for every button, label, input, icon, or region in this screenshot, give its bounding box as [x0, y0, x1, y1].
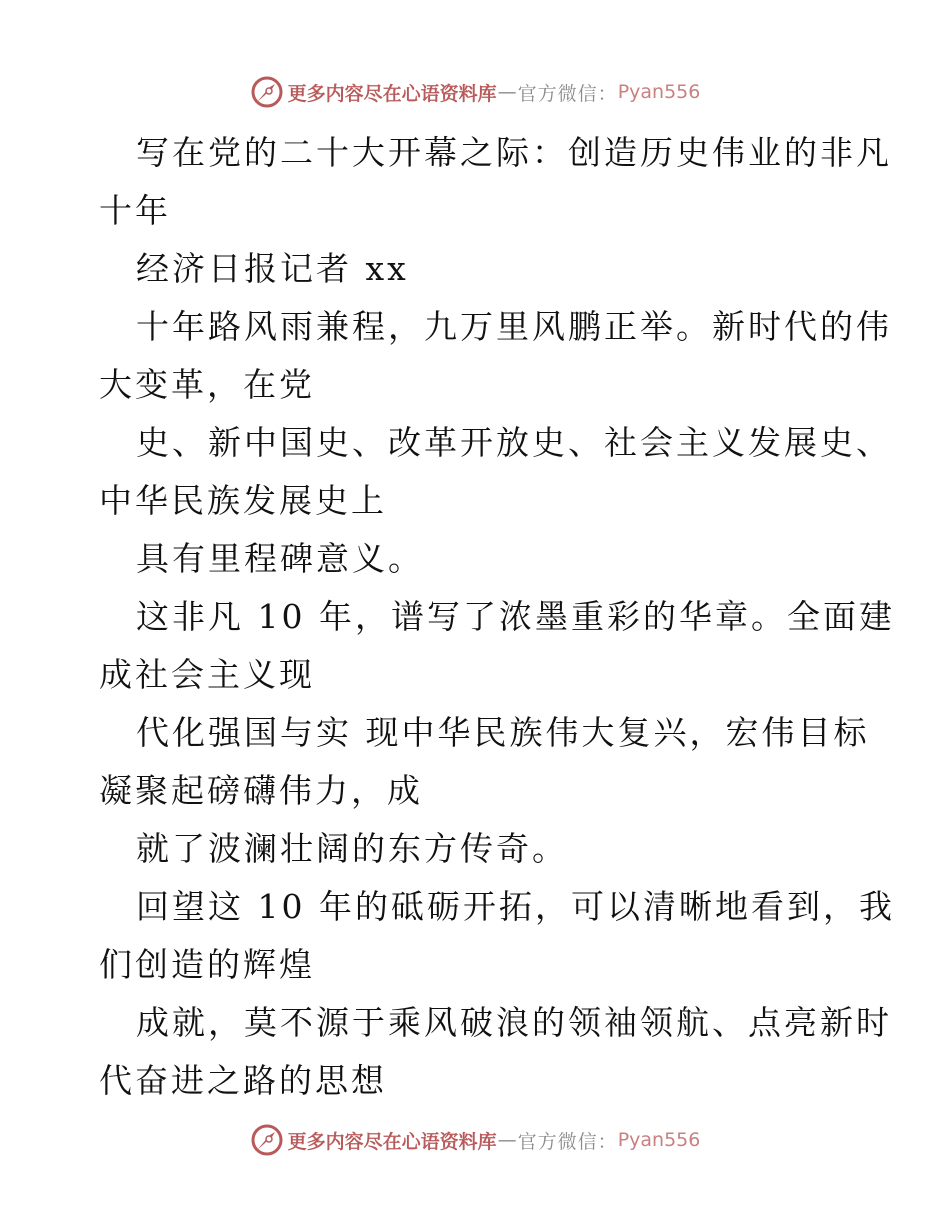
- byline: 经济日报记者 xx: [136, 249, 409, 288]
- footer-brand-text: 更多内容尽在心语资料库: [287, 1130, 497, 1153]
- paragraph-line: 回望这 10 年的砥砺开拓，可以清晰地看到，我: [136, 887, 895, 926]
- footer-dash: —: [497, 1129, 517, 1151]
- page-header-watermark: [0, 72, 950, 112]
- paragraph-line: 们创造的辉煌: [99, 945, 315, 984]
- pen-nib-seal-icon: [250, 75, 284, 109]
- paragraph-line: 代化强国与实 现中华民族伟大复兴，宏伟目标: [136, 713, 870, 752]
- paragraph-line: 中华民族发展史上: [99, 481, 387, 520]
- title-line-1: 写在党的二十大开幕之际：创造历史伟业的非凡: [136, 133, 892, 172]
- paragraph-line: 凝聚起磅礴伟力，成: [99, 771, 423, 810]
- paragraph-line: 具有里程碑意义。: [136, 539, 424, 578]
- header-wechat-label: 官方微信：: [517, 82, 618, 105]
- footer-wechat-id: Pyan556: [617, 1129, 701, 1151]
- footer-wechat-label: 官方微信：: [517, 1130, 618, 1153]
- title-line-2: 十年: [99, 191, 171, 230]
- header-brand-text: 更多内容尽在心语资料库: [287, 82, 497, 105]
- paragraph-line: 成社会主义现: [99, 655, 315, 694]
- paragraph-line: 代奋进之路的思想: [99, 1061, 387, 1100]
- pen-nib-seal-icon: [250, 1123, 284, 1157]
- document-body: [99, 124, 895, 1110]
- paragraph-line: 史、新中国史、改革开放史、社会主义发展史、: [136, 423, 892, 462]
- paragraph-line: 这非凡 10 年，谱写了浓墨重彩的华章。全面建: [136, 597, 895, 636]
- paragraph-line: 大变革，在党: [99, 365, 315, 404]
- header-wechat-id: Pyan556: [617, 81, 701, 103]
- paragraph-line: 十年路风雨兼程，九万里风鹏正举。新时代的伟: [136, 307, 892, 346]
- header-dash: —: [497, 81, 517, 103]
- paragraph-line: 就了波澜壮阔的东方传奇。: [136, 829, 568, 868]
- page-footer-watermark: [0, 1120, 950, 1160]
- paragraph-line: 成就，莫不源于乘风破浪的领袖领航、点亮新时: [136, 1003, 892, 1042]
